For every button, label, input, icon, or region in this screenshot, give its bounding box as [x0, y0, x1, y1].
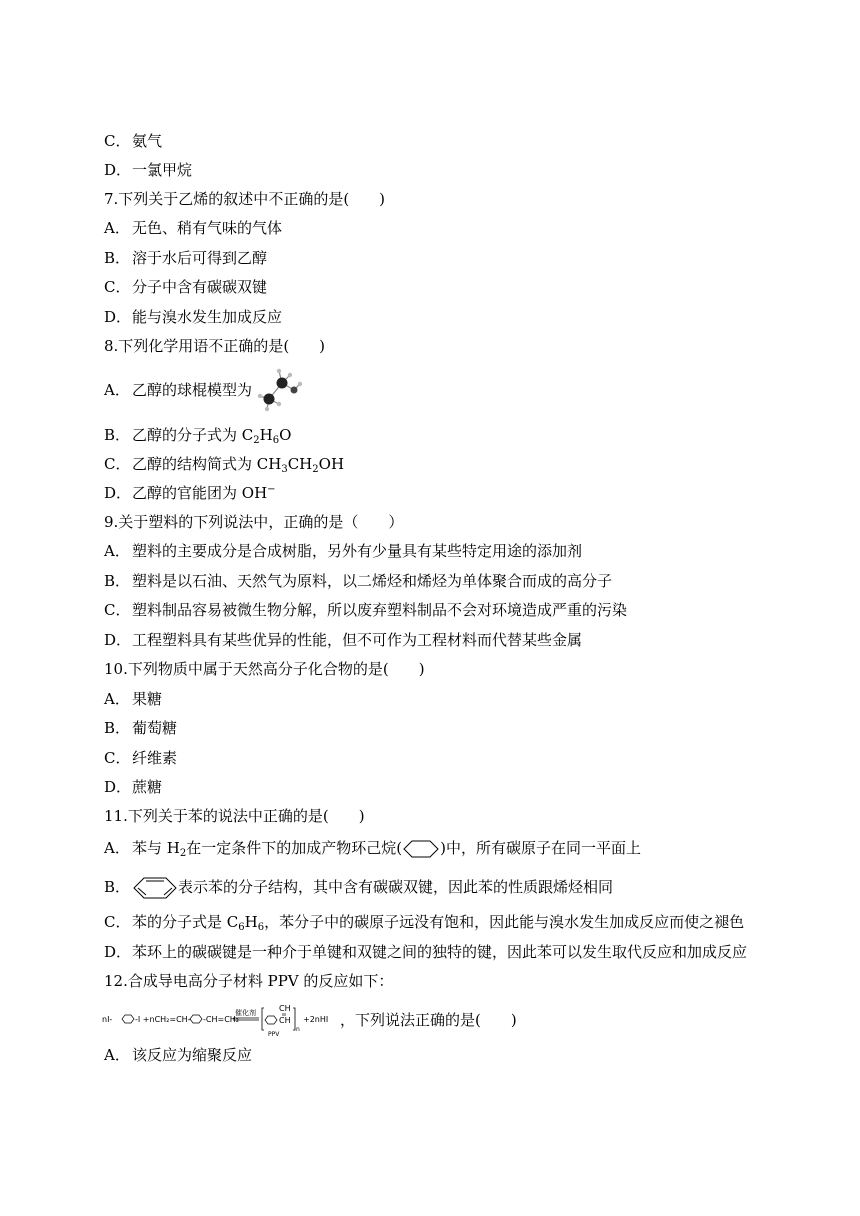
- eq-bracket-right: [293, 1008, 295, 1030]
- q9-stem: 9.关于塑料的下列说法中，正确的是（ ）: [104, 513, 404, 531]
- eq-catalyst-text: 催化剂: [235, 1009, 256, 1017]
- q8-stem: 8.下列化学用语不正确的是( ): [104, 337, 326, 355]
- q10-stem: 10.下列物质中属于天然高分子化合物的是( ): [104, 660, 425, 678]
- q9-option-c: C． 塑料制品容易被微生物分解，所以废弃塑料制品不会对环境造成严重的污染: [104, 601, 628, 619]
- eq-ch2-text: CH: [279, 1016, 291, 1025]
- q10-option-d: D．蔗糖: [104, 778, 163, 796]
- q11-option-a: A． 苯与 $H_2$在一定条件下的加成产物环己烷( )中，所有碳原子在同一平面上: [104, 839, 641, 859]
- q11-option-d: D．苯环上的碳碳键是一种介于单键和双键之间的独特的键，因此苯可以发生取代反应和加成反应: [104, 943, 748, 961]
- q7-option-c: C． 分子中含有碳碳双键: [104, 278, 268, 296]
- q9-option-b: B． 塑料是以石油、天然气为原料，以二烯烃和烯烃为单体聚合而成的高分子: [104, 572, 613, 590]
- q10-option-c: C． 纤维素: [104, 749, 178, 767]
- eq-mid1-text: -I +nCH₂=CH-: [135, 1015, 191, 1024]
- q8-option-d: D．乙醇的官能团为 OH−: [104, 484, 276, 502]
- q11-option-c: C． 苯的分子式是 $C_6H_6$，苯分子中的碳原子远没有饱和，因此能与溴水发生加成反应而使之褪色: [104, 913, 745, 933]
- eq-benzene-ring-1: [122, 1015, 134, 1023]
- eq-bracket-left: [262, 1008, 264, 1030]
- ppv-reaction-equation: [102, 1000, 362, 1038]
- q11-stem: 11.下列关于苯的说法中正确的是( ): [104, 807, 365, 825]
- q6-option-c: C． 氨气: [104, 132, 163, 150]
- q7-option-b: B． 溶于水后可得到乙醇: [104, 249, 268, 267]
- q12-stem-tail: ，下列说法正确的是( ): [340, 1011, 517, 1029]
- eq-benzene-ring-2: [190, 1015, 202, 1023]
- q7-stem: 7.下列关于乙烯的叙述中不正确的是( ): [104, 190, 386, 208]
- q12-stem: 12.合成导电高分子材料 PPV 的反应如下：: [104, 972, 394, 990]
- eq-right-text: +2nHI: [303, 1015, 329, 1024]
- q9-option-a: A． 塑料的主要成分是合成树脂，另外有少量具有某些特定用途的添加剂: [104, 542, 583, 560]
- q7-option-d: D．能与溴水发生加成反应: [104, 308, 283, 326]
- eq-benzene-ring-3: [265, 1016, 277, 1024]
- q6-option-d: D．一氯甲烷: [104, 161, 193, 179]
- q8-option-b: B． 乙醇的分子式为 $C_2H_6O$: [104, 426, 292, 446]
- ethanol-ball-stick-model-icon: [254, 366, 304, 412]
- ppv-reaction-diagram: [102, 1000, 362, 1038]
- q8-option-c: C． 乙醇的结构简式为 $CH_3CH_2OH$: [104, 455, 345, 475]
- q8-option-a: A． 乙醇的球棍模型为: [104, 381, 253, 399]
- q9-option-d: D．工程塑料具有某些优异的性能，但不可作为工程材料而代替某些金属: [104, 631, 583, 649]
- eq-left-text: nI-: [102, 1015, 113, 1024]
- cyclohexane-ring-icon: [402, 839, 440, 859]
- kekule-benzene-icon: [132, 876, 178, 900]
- q10-option-b: B． 葡萄糖: [104, 719, 178, 737]
- eq-mid2-text: -CH=CH₂: [203, 1015, 239, 1024]
- q11-option-b: B． 表示苯的分子结构，其中含有碳碳双键，因此苯的性质跟烯烃相同: [104, 876, 613, 896]
- eq-ppv-label: PPV: [268, 1031, 280, 1038]
- q10-option-a: A． 果糖: [104, 690, 163, 708]
- eq-ch1-text: CH: [279, 1004, 291, 1013]
- q12-option-a: A． 该反应为缩聚反应: [104, 1046, 253, 1064]
- eq-subscript-n: n: [296, 1026, 300, 1033]
- q7-option-a: A． 无色、稍有气味的气体: [104, 219, 283, 237]
